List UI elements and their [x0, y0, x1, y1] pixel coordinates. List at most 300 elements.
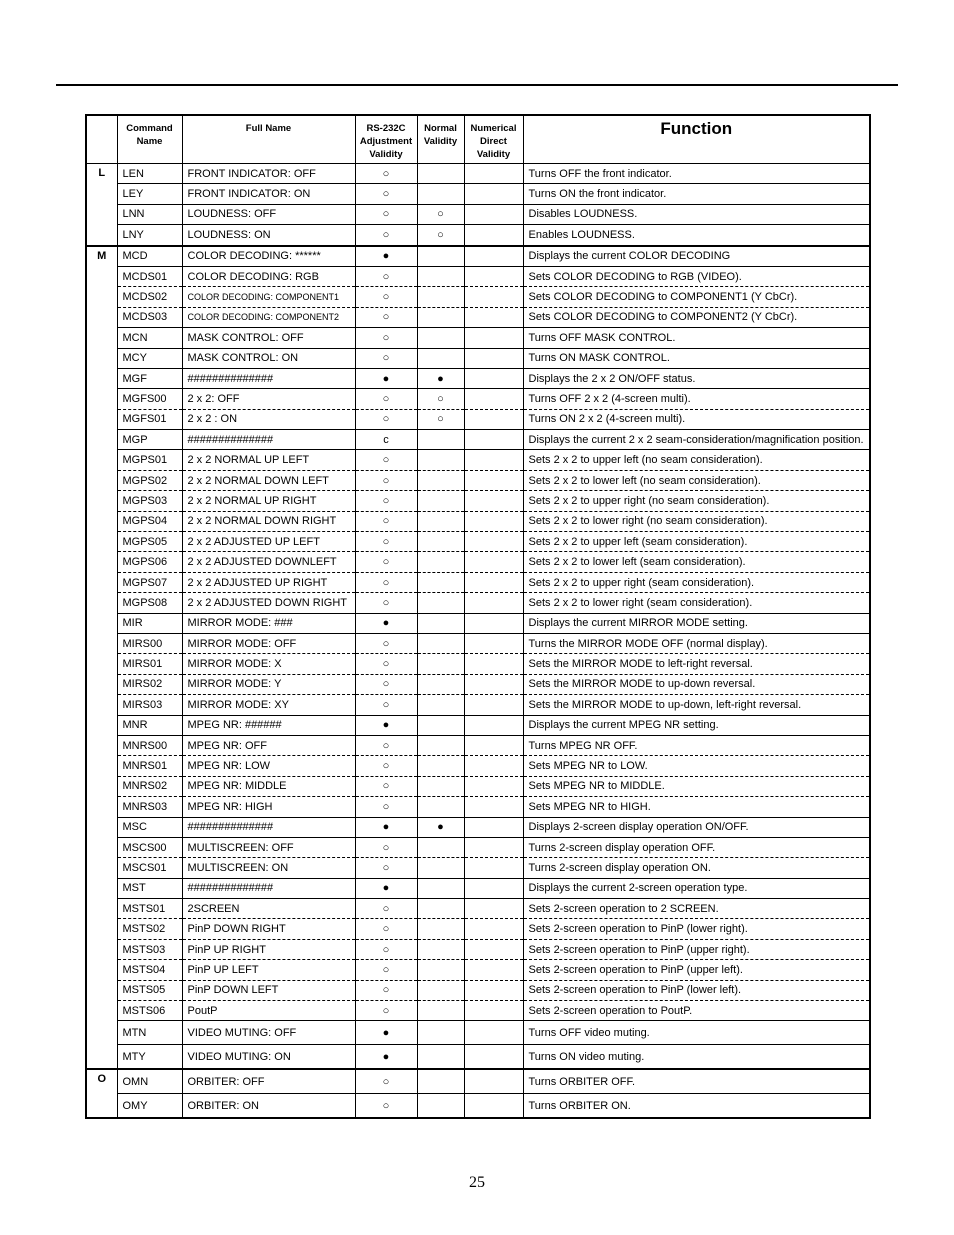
full-name-cell: ############## [182, 878, 355, 898]
rs232c-validity-cell: ○ [355, 1069, 417, 1094]
command-name-cell: MIRS00 [117, 633, 182, 653]
numerical-validity-cell [464, 307, 523, 327]
header-full-name: Full Name [182, 115, 355, 164]
normal-validity-cell [417, 919, 464, 939]
rs232c-validity-cell: ○ [355, 532, 417, 552]
header-letter [86, 115, 117, 164]
command-name-cell: MNRS03 [117, 797, 182, 817]
numerical-validity-cell [464, 899, 523, 919]
command-name-cell: MGP [117, 430, 182, 450]
table-row [86, 409, 870, 429]
function-cell: Turns MPEG NR OFF. [523, 735, 870, 755]
normal-validity-cell: ○ [417, 204, 464, 224]
rs232c-validity-cell: ○ [355, 511, 417, 531]
numerical-validity-cell [464, 919, 523, 939]
normal-validity-cell [417, 960, 464, 980]
function-cell: Turns OFF video muting. [523, 1021, 870, 1045]
rs232c-validity-cell: ○ [355, 307, 417, 327]
function-cell: Sets 2 x 2 to lower right (no seam consideration). [523, 511, 870, 531]
numerical-validity-cell [464, 797, 523, 817]
command-name-cell: MGPS05 [117, 532, 182, 552]
numerical-validity-cell [464, 593, 523, 613]
command-name-cell: LNY [117, 225, 182, 246]
command-name-cell: MGPS06 [117, 552, 182, 572]
table-row [86, 389, 870, 409]
rs232c-validity-cell: ● [355, 817, 417, 837]
numerical-validity-cell [464, 939, 523, 959]
table-row [86, 266, 870, 286]
table-row [86, 756, 870, 776]
full-name-cell: PoutP [182, 1001, 355, 1021]
table-row [86, 246, 870, 267]
rs232c-validity-cell: ○ [355, 266, 417, 286]
full-name-cell: COLOR DECODING: ****** [182, 246, 355, 267]
command-name-cell: MCDS02 [117, 287, 182, 307]
numerical-validity-cell [464, 654, 523, 674]
normal-validity-cell [417, 184, 464, 204]
command-name-cell: MSTS02 [117, 919, 182, 939]
full-name-cell: 2 x 2 ADJUSTED UP LEFT [182, 532, 355, 552]
normal-validity-cell [417, 287, 464, 307]
rs232c-validity-cell: ● [355, 878, 417, 898]
command-name-cell: MSTS06 [117, 1001, 182, 1021]
normal-validity-cell: ● [417, 817, 464, 837]
normal-validity-cell [417, 491, 464, 511]
numerical-validity-cell [464, 511, 523, 531]
function-cell: Sets COLOR DECODING to RGB (VIDEO). [523, 266, 870, 286]
command-name-cell: MNRS00 [117, 735, 182, 755]
function-cell: Sets 2-screen operation to PinP (upper right). [523, 939, 870, 959]
full-name-cell: MASK CONTROL: ON [182, 348, 355, 368]
table-row [86, 797, 870, 817]
full-name-cell: MIRROR MODE: ### [182, 613, 355, 633]
rs232c-validity-cell: ○ [355, 204, 417, 224]
rs232c-validity-cell: ○ [355, 409, 417, 429]
rs232c-validity-cell: ○ [355, 1001, 417, 1021]
rs232c-validity-cell: ○ [355, 572, 417, 592]
rs232c-validity-cell: ○ [355, 164, 417, 184]
table-row [86, 1069, 870, 1094]
function-cell: Sets the MIRROR MODE to up-down reversal. [523, 674, 870, 694]
normal-validity-cell [417, 878, 464, 898]
table-row [86, 919, 870, 939]
command-name-cell: MCD [117, 246, 182, 267]
rs232c-validity-cell: ○ [355, 654, 417, 674]
rs232c-validity-cell: ○ [355, 674, 417, 694]
command-name-cell: MGPS03 [117, 491, 182, 511]
group-letter: M [86, 246, 117, 1070]
command-name-cell: MSCS01 [117, 858, 182, 878]
function-cell: Sets 2 x 2 to upper left (no seam consideration). [523, 450, 870, 470]
rs232c-validity-cell: ● [355, 715, 417, 735]
table-row [86, 593, 870, 613]
function-cell: Sets 2 x 2 to upper right (no seam consideration). [523, 491, 870, 511]
rs232c-validity-cell: ○ [355, 899, 417, 919]
full-name-cell: MIRROR MODE: Y [182, 674, 355, 694]
numerical-validity-cell [464, 858, 523, 878]
table-row [86, 368, 870, 388]
full-name-cell: 2 x 2 : ON [182, 409, 355, 429]
rs232c-validity-cell: ○ [355, 470, 417, 490]
numerical-validity-cell [464, 776, 523, 796]
command-name-cell: MIR [117, 613, 182, 633]
numerical-validity-cell [464, 430, 523, 450]
numerical-validity-cell [464, 552, 523, 572]
command-name-cell: MGF [117, 368, 182, 388]
numerical-validity-cell [464, 348, 523, 368]
command-name-cell: MSTS01 [117, 899, 182, 919]
header-function: Function [523, 115, 870, 164]
header-numerical: Numerical Direct Validity [464, 115, 523, 164]
header-command-name: Command Name [117, 115, 182, 164]
numerical-validity-cell [464, 1001, 523, 1021]
full-name-cell: 2 x 2 ADJUSTED DOWNLEFT [182, 552, 355, 572]
table-row [86, 817, 870, 837]
full-name-cell: PinP UP RIGHT [182, 939, 355, 959]
numerical-validity-cell [464, 491, 523, 511]
normal-validity-cell [417, 532, 464, 552]
rs232c-validity-cell: ○ [355, 450, 417, 470]
full-name-cell: 2SCREEN [182, 899, 355, 919]
full-name-cell: 2 x 2 NORMAL DOWN RIGHT [182, 511, 355, 531]
rs232c-validity-cell: ○ [355, 328, 417, 348]
normal-validity-cell [417, 307, 464, 327]
full-name-cell: MPEG NR: OFF [182, 735, 355, 755]
function-cell: Turns ON the front indicator. [523, 184, 870, 204]
table-row [86, 184, 870, 204]
normal-validity-cell [417, 756, 464, 776]
function-cell: Sets MPEG NR to LOW. [523, 756, 870, 776]
normal-validity-cell [417, 613, 464, 633]
function-cell: Turns ORBITER ON. [523, 1094, 870, 1119]
numerical-validity-cell [464, 470, 523, 490]
normal-validity-cell [417, 695, 464, 715]
function-cell: Displays the 2 x 2 ON/OFF status. [523, 368, 870, 388]
table-row [86, 654, 870, 674]
function-cell: Sets the MIRROR MODE to left-right reversal. [523, 654, 870, 674]
table-row [86, 939, 870, 959]
numerical-validity-cell [464, 368, 523, 388]
normal-validity-cell [417, 164, 464, 184]
table-row [86, 960, 870, 980]
table-row [86, 430, 870, 450]
normal-validity-cell [417, 470, 464, 490]
table-row [86, 776, 870, 796]
rs232c-validity-cell: ○ [355, 287, 417, 307]
table-row [86, 735, 870, 755]
command-name-cell: MNR [117, 715, 182, 735]
normal-validity-cell [417, 266, 464, 286]
full-name-cell: 2 x 2 NORMAL DOWN LEFT [182, 470, 355, 490]
function-cell: Sets 2-screen operation to PoutP. [523, 1001, 870, 1021]
command-name-cell: MGFS00 [117, 389, 182, 409]
full-name-cell: MPEG NR: ###### [182, 715, 355, 735]
function-cell: Displays the current MIRROR MODE setting. [523, 613, 870, 633]
table-row [86, 572, 870, 592]
table-row [86, 980, 870, 1000]
full-name-cell: ############## [182, 817, 355, 837]
numerical-validity-cell [464, 756, 523, 776]
full-name-cell: COLOR DECODING: RGB [182, 266, 355, 286]
command-name-cell: MNRS01 [117, 756, 182, 776]
full-name-cell: LOUDNESS: OFF [182, 204, 355, 224]
full-name-cell: PinP DOWN RIGHT [182, 919, 355, 939]
rs232c-validity-cell: ○ [355, 797, 417, 817]
full-name-cell: PinP DOWN LEFT [182, 980, 355, 1000]
normal-validity-cell: ○ [417, 225, 464, 246]
normal-validity-cell [417, 654, 464, 674]
full-name-cell: MIRROR MODE: XY [182, 695, 355, 715]
function-cell: Displays the current COLOR DECODING [523, 246, 870, 267]
normal-validity-cell [417, 1094, 464, 1119]
normal-validity-cell [417, 1001, 464, 1021]
rs232c-validity-cell: ○ [355, 184, 417, 204]
numerical-validity-cell [464, 715, 523, 735]
command-name-cell: MSTS03 [117, 939, 182, 959]
normal-validity-cell [417, 858, 464, 878]
command-name-cell: MGPS02 [117, 470, 182, 490]
rs232c-validity-cell: ○ [355, 225, 417, 246]
function-cell: Sets 2-screen operation to PinP (lower right). [523, 919, 870, 939]
command-name-cell: MGPS04 [117, 511, 182, 531]
command-name-cell: MST [117, 878, 182, 898]
command-name-cell: OMN [117, 1069, 182, 1094]
normal-validity-cell [417, 246, 464, 267]
normal-validity-cell [417, 348, 464, 368]
function-cell: Disables LOUDNESS. [523, 204, 870, 224]
function-cell: Sets COLOR DECODING to COMPONENT2 (Y CbCr). [523, 307, 870, 327]
normal-validity-cell [417, 776, 464, 796]
numerical-validity-cell [464, 225, 523, 246]
full-name-cell: FRONT INDICATOR: ON [182, 184, 355, 204]
function-cell: Sets 2 x 2 to lower left (seam consideration). [523, 552, 870, 572]
full-name-cell: 2 x 2 ADJUSTED DOWN RIGHT [182, 593, 355, 613]
table-row [86, 307, 870, 327]
function-cell: Displays the current MPEG NR setting. [523, 715, 870, 735]
normal-validity-cell [417, 735, 464, 755]
table-row [86, 899, 870, 919]
command-name-cell: LNN [117, 204, 182, 224]
rs232c-validity-cell: ○ [355, 980, 417, 1000]
table-row [86, 450, 870, 470]
rs232c-validity-cell: ○ [355, 837, 417, 857]
table-row [86, 328, 870, 348]
numerical-validity-cell [464, 633, 523, 653]
numerical-validity-cell [464, 980, 523, 1000]
rs232c-validity-cell: ● [355, 368, 417, 388]
function-cell: Sets COLOR DECODING to COMPONENT1 (Y CbCr). [523, 287, 870, 307]
rs232c-validity-cell: ○ [355, 491, 417, 511]
command-name-cell: MGPS07 [117, 572, 182, 592]
table-row [86, 715, 870, 735]
table-row [86, 674, 870, 694]
function-cell: Enables LOUDNESS. [523, 225, 870, 246]
table-row [86, 470, 870, 490]
numerical-validity-cell [464, 1094, 523, 1119]
normal-validity-cell [417, 328, 464, 348]
command-name-cell: MIRS03 [117, 695, 182, 715]
rs232c-validity-cell: ○ [355, 735, 417, 755]
function-cell: Sets MPEG NR to MIDDLE. [523, 776, 870, 796]
header-row [86, 115, 870, 164]
table-body [86, 164, 870, 1119]
normal-validity-cell [417, 511, 464, 531]
function-cell: Turns ON MASK CONTROL. [523, 348, 870, 368]
normal-validity-cell [417, 674, 464, 694]
numerical-validity-cell [464, 532, 523, 552]
function-cell: Turns OFF 2 x 2 (4-screen multi). [523, 389, 870, 409]
command-name-cell: MSC [117, 817, 182, 837]
rs232c-validity-cell: ○ [355, 389, 417, 409]
numerical-validity-cell [464, 450, 523, 470]
numerical-validity-cell [464, 328, 523, 348]
table-row [86, 1094, 870, 1119]
rs232c-validity-cell: ○ [355, 1094, 417, 1119]
full-name-cell: MPEG NR: HIGH [182, 797, 355, 817]
numerical-validity-cell [464, 695, 523, 715]
table-row [86, 1045, 870, 1070]
header-normal: Normal Validity [417, 115, 464, 164]
normal-validity-cell [417, 1069, 464, 1094]
function-cell: Displays the current 2 x 2 seam-consideration/magnification position. [523, 430, 870, 450]
full-name-cell: COLOR DECODING: COMPONENT1 [182, 287, 355, 307]
rs232c-validity-cell: ● [355, 1021, 417, 1045]
function-cell: Turns OFF MASK CONTROL. [523, 328, 870, 348]
table-row [86, 695, 870, 715]
function-cell: Turns 2-screen display operation ON. [523, 858, 870, 878]
command-name-cell: MNRS02 [117, 776, 182, 796]
full-name-cell: 2 x 2 NORMAL UP RIGHT [182, 491, 355, 511]
table-row [86, 878, 870, 898]
rs232c-validity-cell: ○ [355, 633, 417, 653]
full-name-cell: 2 x 2 ADJUSTED UP RIGHT [182, 572, 355, 592]
full-name-cell: MULTISCREEN: ON [182, 858, 355, 878]
numerical-validity-cell [464, 246, 523, 267]
full-name-cell: 2 x 2 NORMAL UP LEFT [182, 450, 355, 470]
full-name-cell: LOUDNESS: ON [182, 225, 355, 246]
command-name-cell: MGFS01 [117, 409, 182, 429]
full-name-cell: MPEG NR: LOW [182, 756, 355, 776]
rs232c-validity-cell: ○ [355, 756, 417, 776]
numerical-validity-cell [464, 572, 523, 592]
full-name-cell: ORBITER: ON [182, 1094, 355, 1119]
numerical-validity-cell [464, 1069, 523, 1094]
group-letter: L [86, 164, 117, 246]
rs232c-validity-cell: ○ [355, 776, 417, 796]
numerical-validity-cell [464, 266, 523, 286]
table-row [86, 1001, 870, 1021]
command-name-cell: MCY [117, 348, 182, 368]
table-row [86, 225, 870, 246]
group-letter: O [86, 1069, 117, 1118]
function-cell: Displays the current 2-screen operation type. [523, 878, 870, 898]
normal-validity-cell: ○ [417, 389, 464, 409]
table-row [86, 552, 870, 572]
numerical-validity-cell [464, 184, 523, 204]
full-name-cell: MPEG NR: MIDDLE [182, 776, 355, 796]
function-cell: Sets 2 x 2 to lower right (seam consideration). [523, 593, 870, 613]
normal-validity-cell [417, 837, 464, 857]
function-cell: Turns the MIRROR MODE OFF (normal display). [523, 633, 870, 653]
full-name-cell: ############## [182, 430, 355, 450]
function-cell: Sets the MIRROR MODE to up-down, left-right reversal. [523, 695, 870, 715]
function-cell: Sets 2 x 2 to upper left (seam consideration). [523, 532, 870, 552]
rs232c-validity-cell: ○ [355, 348, 417, 368]
command-name-cell: MCDS01 [117, 266, 182, 286]
numerical-validity-cell [464, 164, 523, 184]
rs232c-validity-cell: ● [355, 613, 417, 633]
command-name-cell: MSCS00 [117, 837, 182, 857]
table-row [86, 511, 870, 531]
function-cell: Sets 2-screen operation to 2 SCREEN. [523, 899, 870, 919]
numerical-validity-cell [464, 817, 523, 837]
command-table [85, 114, 871, 1119]
full-name-cell: ############## [182, 368, 355, 388]
function-cell: Sets 2-screen operation to PinP (lower left). [523, 980, 870, 1000]
numerical-validity-cell [464, 674, 523, 694]
table-row [86, 491, 870, 511]
table-row [86, 532, 870, 552]
rs232c-validity-cell: ○ [355, 593, 417, 613]
full-name-cell: PinP UP LEFT [182, 960, 355, 980]
full-name-cell: MULTISCREEN: OFF [182, 837, 355, 857]
numerical-validity-cell [464, 389, 523, 409]
full-name-cell: MIRROR MODE: X [182, 654, 355, 674]
function-cell: Displays 2-screen display operation ON/OFF. [523, 817, 870, 837]
command-name-cell: MCN [117, 328, 182, 348]
function-cell: Sets 2 x 2 to upper right (seam consideration). [523, 572, 870, 592]
table-row [86, 348, 870, 368]
rs232c-validity-cell: ○ [355, 960, 417, 980]
numerical-validity-cell [464, 735, 523, 755]
header-rs232c: RS-232C Adjustment Validity [355, 115, 417, 164]
full-name-cell: ORBITER: OFF [182, 1069, 355, 1094]
command-name-cell: OMY [117, 1094, 182, 1119]
command-name-cell: MIRS02 [117, 674, 182, 694]
rs232c-validity-cell: ● [355, 1045, 417, 1070]
table-row [86, 613, 870, 633]
top-rule [56, 84, 898, 86]
table-row [86, 633, 870, 653]
full-name-cell: VIDEO MUTING: ON [182, 1045, 355, 1070]
normal-validity-cell [417, 1021, 464, 1045]
command-name-cell: MTN [117, 1021, 182, 1045]
normal-validity-cell [417, 450, 464, 470]
numerical-validity-cell [464, 613, 523, 633]
numerical-validity-cell [464, 960, 523, 980]
numerical-validity-cell [464, 287, 523, 307]
rs232c-validity-cell: ○ [355, 695, 417, 715]
function-cell: Sets 2 x 2 to lower left (no seam consideration). [523, 470, 870, 490]
normal-validity-cell [417, 980, 464, 1000]
function-cell: Sets 2-screen operation to PinP (upper left). [523, 960, 870, 980]
function-cell: Turns OFF the front indicator. [523, 164, 870, 184]
full-name-cell: MASK CONTROL: OFF [182, 328, 355, 348]
normal-validity-cell [417, 899, 464, 919]
command-name-cell: LEN [117, 164, 182, 184]
command-name-cell: MSTS05 [117, 980, 182, 1000]
normal-validity-cell [417, 633, 464, 653]
full-name-cell: COLOR DECODING: COMPONENT2 [182, 307, 355, 327]
normal-validity-cell [417, 939, 464, 959]
rs232c-validity-cell: c [355, 430, 417, 450]
full-name-cell: VIDEO MUTING: OFF [182, 1021, 355, 1045]
normal-validity-cell [417, 430, 464, 450]
command-name-cell: LEY [117, 184, 182, 204]
rs232c-validity-cell: ● [355, 246, 417, 267]
normal-validity-cell [417, 552, 464, 572]
normal-validity-cell [417, 715, 464, 735]
